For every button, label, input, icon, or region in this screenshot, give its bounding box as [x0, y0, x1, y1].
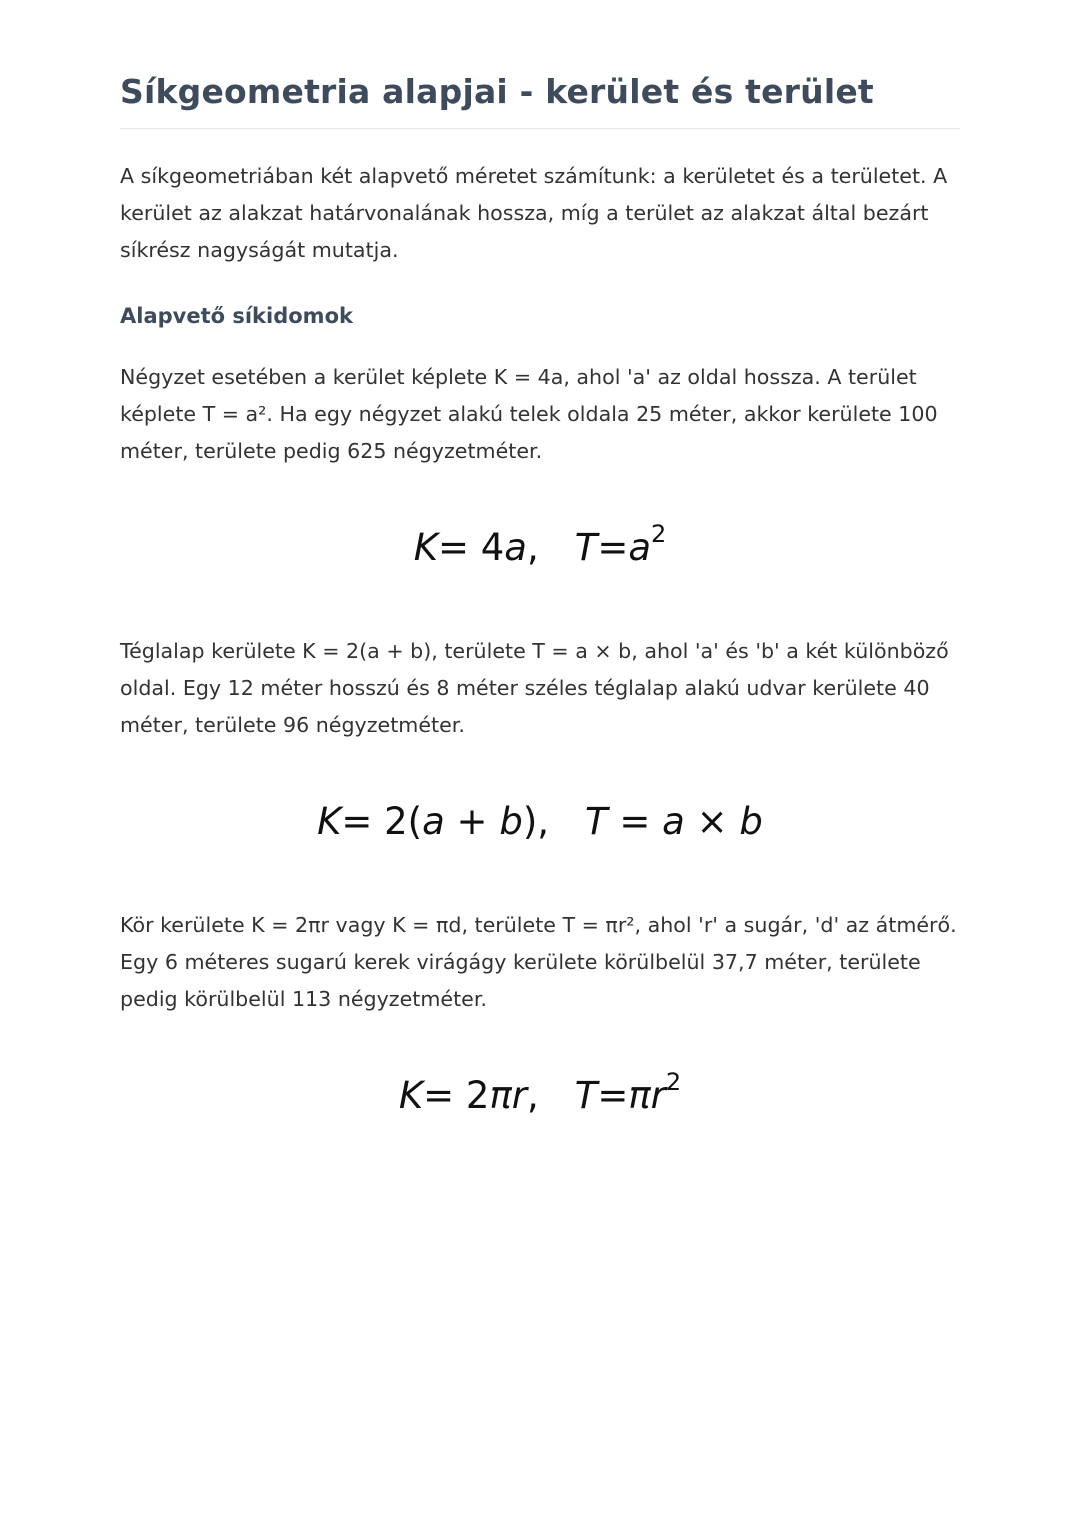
rectangle-formula-k: K: [317, 800, 342, 843]
title-divider: [120, 128, 960, 129]
rectangle-formula-t: T: [585, 800, 608, 843]
circle-formula-k-var: πr: [489, 1074, 527, 1117]
rectangle-formula-t-b: b: [739, 800, 763, 843]
circle-formula: [120, 1068, 960, 1117]
page-title: Síkgeometria alapjai - kerület és terület: [120, 72, 874, 111]
rectangle-formula-a: a: [422, 800, 445, 843]
circle-formula-t-var: πr: [628, 1074, 666, 1117]
square-formula-t-var: a: [628, 526, 652, 569]
square-formula-sep: ,: [526, 526, 539, 569]
circle-formula-t-exp: 2: [665, 1068, 682, 1096]
rectangle-paragraph: Téglalap kerülete K = 2(a + b), területe T = a × b, ahol 'a' és 'b' a két különböző oldal. Egy 12 méter hosszú és 8 méter széles téglalap alakú udvar kerülete 40 méter, területe 96 négyzetméter.: [120, 639, 949, 737]
square-formula-k-eq: = 4: [437, 526, 505, 569]
square-formula-k-var: a: [504, 526, 527, 569]
section-heading: Alapvető síkidomok: [120, 304, 353, 328]
circle-formula-t-eq: =: [597, 1074, 629, 1117]
rectangle-formula-k-eq: = 2(: [341, 800, 423, 843]
rectangle-formula-close: ),: [522, 800, 550, 843]
circle-paragraph: Kör kerülete K = 2πr vagy K = πd, területe T = πr², ahol 'r' a sugár, 'd' az átmérő. Egy 6 méteres sugarú kerek virágágy kerülete körülbelül 37,7 méter, területe pedig körülbelül 113 négyzetméter.: [120, 913, 957, 1011]
square-paragraph: Négyzet esetében a kerület képlete K = 4a, ahol 'a' az oldal hossza. A terület képlete T = a². Ha egy négyzet alakú telek oldala 25 méter, akkor kerülete 100 méter, területe pedig 625 négyzetméter.: [120, 365, 938, 463]
circle-formula-t: T: [574, 1074, 598, 1117]
square-formula-t-exp: 2: [651, 520, 667, 548]
circle-formula-sep: ,: [526, 1074, 539, 1117]
rectangle-formula-t-eq: =: [607, 800, 663, 843]
square-formula-k: K: [413, 526, 438, 569]
circle-formula-k-eq: = 2: [423, 1074, 490, 1117]
rectangle-formula-b: b: [499, 800, 523, 843]
rectangle-formula-t-a: a: [662, 800, 685, 843]
rectangle-formula-times: ×: [684, 800, 740, 843]
square-formula: [120, 520, 960, 569]
rectangle-formula: [120, 800, 960, 843]
intro-paragraph: A síkgeometriában két alapvető méretet számítunk: a kerületet és a területet. A kerület az alakzat határvonalának hossza, míg a terület az alakzat által bezárt síkrész nagyságát mutatja.: [120, 164, 948, 262]
rectangle-formula-plus: +: [444, 800, 500, 843]
square-formula-t: T: [574, 526, 598, 569]
circle-formula-k: K: [398, 1074, 424, 1117]
square-formula-t-eq: =: [597, 526, 629, 569]
